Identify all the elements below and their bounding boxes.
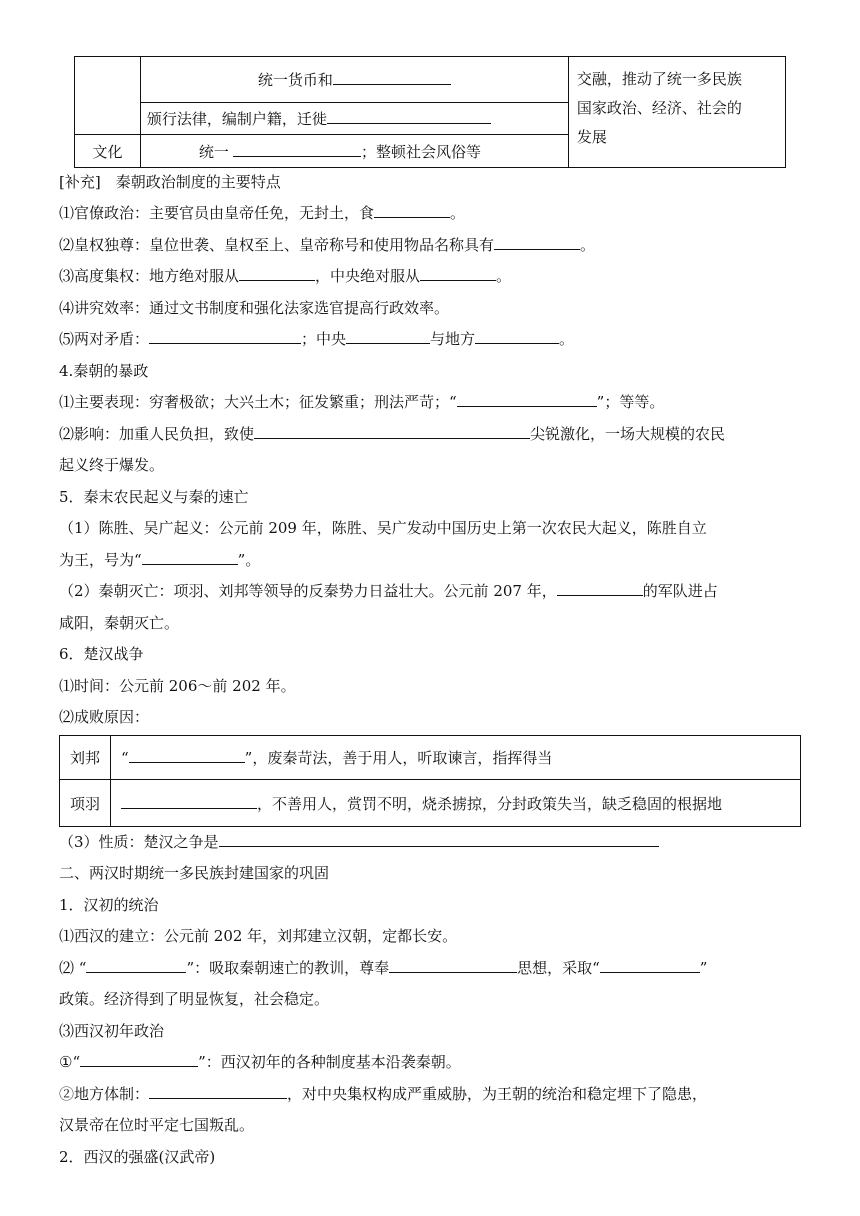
fill-blank (494, 235, 580, 250)
text-line: ⑴西汉的建立：公元前 202 年，刘邦建立汉朝，定都长安。 (59, 927, 458, 945)
fill-blank (333, 70, 451, 85)
text-line: （3）性质：楚汉之争是 (59, 832, 659, 852)
table-cell (140, 135, 568, 168)
text-line: ⑵ “ ”：吸取秦朝速亡的教训，尊奉 思想，采取“ ” (59, 959, 708, 977)
fill-blank (121, 794, 257, 809)
text-line: ⑵影响：加重人民负担，致使 尖锐激化，一场大规模的农民 (59, 425, 726, 443)
continued-table (74, 56, 786, 168)
cell-text: ；整顿社会风俗等 (360, 142, 481, 161)
cell-text: 颁行法律，编制户籍，迁徙 (146, 110, 327, 129)
text-line: ⑶西汉初年政治 (59, 1022, 165, 1040)
cell-text: 国家政治、经济、社会的 (576, 99, 742, 117)
text-line: ⑴主要表现：穷奢极欲；大兴土木；征发繁重；刑法严苛；“ ”；等等。 (59, 393, 665, 411)
fill-blank (219, 832, 659, 847)
fill-blank (129, 748, 245, 763)
text-line: 汉景帝在位时平定七国叛乱。 (59, 1116, 255, 1134)
cell-text: 统一 (198, 142, 229, 161)
fill-blank (457, 392, 597, 407)
fill-blank (374, 203, 450, 218)
fill-blank (142, 550, 238, 565)
fill-blank (254, 424, 530, 439)
fill-blank (389, 958, 517, 973)
table-cell: ，不善用人，赏罚不明，烧杀掳掠，分封政策失当，缺乏稳固的根据地 (111, 780, 801, 827)
fill-blank (475, 329, 559, 344)
cell-text: 发展 (576, 128, 607, 146)
table-cell: “ ”，废秦苛法，善于用人，听取谏言，指挥得当 (111, 736, 801, 780)
table-cell-empty (75, 57, 141, 135)
text-line: 政策。经济得到了明显恢复，社会稳定。 (59, 990, 330, 1008)
section-heading: 4.秦朝的暴政 (59, 362, 149, 380)
text-line: ⑴时间：公元前 206～前 202 年。 (59, 677, 296, 695)
text-line: ⑴官僚政治：主要官员由皇帝任免，无封土，食 。 (59, 204, 466, 222)
fill-blank (346, 329, 430, 344)
table-cell-label: 文化 (75, 135, 141, 168)
section-heading: 2．西汉的强盛(汉武帝) (59, 1148, 216, 1166)
fill-blank (86, 958, 186, 973)
text-line: （2）秦朝灭亡：项羽、刘邦等领导的反秦势力日益壮大。公元前 207 年， 的军队进占 (59, 582, 718, 600)
cell-text: 统一货币和 (257, 70, 333, 89)
cell-text: 交融，推动了统一多民族 (576, 70, 742, 88)
fill-blank (327, 109, 491, 124)
table-cell-label: 项羽 (60, 780, 111, 827)
fill-blank (557, 581, 643, 596)
text-line: ⑷讲究效率：通过文书制度和强化法家选官提高行政效率。 (59, 299, 450, 317)
section-heading: 6．楚汉战争 (59, 645, 144, 663)
text-line: ⑸两对矛盾： ；中央 与地方 。 (59, 330, 575, 348)
table-cell (140, 102, 568, 135)
fill-blank (600, 958, 700, 973)
chuhan-table (59, 735, 801, 827)
text-line: 起义终于爆发。 (59, 456, 165, 474)
supplement-heading: [补充] 秦朝政治制度的主要特点 (59, 173, 281, 191)
section-heading: 二、两汉时期统一多民族封建国家的巩固 (59, 864, 330, 882)
text-line: ⑵成败原因： (59, 708, 150, 726)
text-line: ①“ ”：西汉初年的各种制度基本沿袭秦朝。 (59, 1053, 461, 1071)
text-line: ⑵皇权独尊：皇位世袭、皇权至上、皇帝称号和使用物品名称具有 。 (59, 236, 596, 254)
text-line: ⑶高度集权：地方绝对服从 ，中央绝对服从 。 (59, 267, 512, 285)
text-line: 为王，号为“ ”。 (59, 551, 261, 569)
text-line: 咸阳，秦朝灭亡。 (59, 614, 180, 632)
section-heading: 5．秦末农民起义与秦的速亡 (59, 488, 249, 506)
fill-blank (239, 266, 315, 281)
fill-blank (149, 1084, 287, 1099)
section-heading: 1．汉初的统治 (59, 896, 159, 914)
table-cell-right (568, 57, 785, 168)
fill-blank (420, 266, 496, 281)
fill-blank (233, 142, 361, 157)
table-cell (140, 57, 568, 103)
fill-blank (80, 1052, 198, 1067)
fill-blank (149, 329, 301, 344)
table-cell-label: 刘邦 (60, 736, 111, 780)
text-line: ②地方体制： ，对中央集权构成严重威胁，为王朝的统治和稳定埋下了隐患， (59, 1085, 708, 1103)
text-line: （1）陈胜、吴广起义：公元前 209 年，陈胜、吴广发动中国历史上第一次农民大起义，陈胜自立 (59, 519, 707, 537)
